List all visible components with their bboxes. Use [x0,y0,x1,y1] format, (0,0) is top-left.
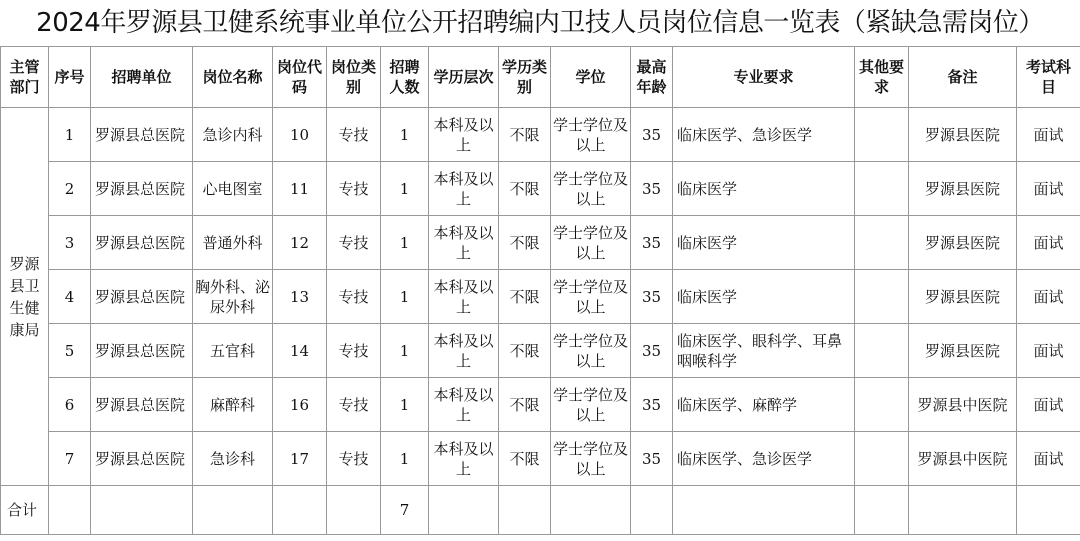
col-header-edu-level: 学历层次 [429,47,499,108]
cell-pos-type: 专技 [327,378,381,432]
cell-exam: 面试 [1017,108,1080,162]
cell-max-age: 35 [631,162,673,216]
col-header-major: 专业要求 [673,47,855,108]
cell-other [855,216,909,270]
total-label: 合计 [1,486,49,535]
cell-pos-name: 五官科 [193,324,273,378]
cell-pos-name: 胸外科、泌尿外科 [193,270,273,324]
cell-pos-type: 专技 [327,216,381,270]
cell-exam: 面试 [1017,270,1080,324]
cell-other [855,324,909,378]
cell-other [855,162,909,216]
cell-edu-level: 本科及以上 [429,432,499,486]
cell-edu-level: 本科及以上 [429,108,499,162]
cell-pos-code: 11 [273,162,327,216]
cell-unit: 罗源县总医院 [91,432,193,486]
cell-pos-name: 普通外科 [193,216,273,270]
cell-pos-code: 10 [273,108,327,162]
cell-major: 临床医学、急诊医学 [673,108,855,162]
cell-max-age: 35 [631,432,673,486]
cell-pos-name: 急诊科 [193,432,273,486]
table-row [1,432,1080,486]
empty-cell [673,486,855,535]
page-title: 2024年罗源县卫健系统事业单位公开招聘编内卫技人员岗位信息一览表（紧缺急需岗位） [36,8,1044,38]
empty-cell [855,486,909,535]
cell-max-age: 35 [631,108,673,162]
empty-cell [551,486,631,535]
total-row [1,486,1080,535]
cell-pos-name: 麻醉科 [193,378,273,432]
empty-cell [91,486,193,535]
cell-edu-type: 不限 [499,270,551,324]
table-row [1,378,1080,432]
table-row [1,324,1080,378]
col-header-pos-code: 岗位代码 [273,47,327,108]
cell-remark: 罗源县医院 [909,270,1017,324]
empty-cell [273,486,327,535]
cell-degree: 学士学位及以上 [551,216,631,270]
cell-count: 1 [381,270,429,324]
cell-degree: 学士学位及以上 [551,378,631,432]
cell-seq: 2 [49,162,91,216]
cell-degree: 学士学位及以上 [551,432,631,486]
cell-edu-level: 本科及以上 [429,270,499,324]
table-row [1,108,1080,162]
col-header-dept: 主管部门 [1,47,49,108]
cell-degree: 学士学位及以上 [551,162,631,216]
cell-other [855,378,909,432]
col-header-pos-type: 岗位类别 [327,47,381,108]
cell-unit: 罗源县总医院 [91,270,193,324]
cell-seq: 1 [49,108,91,162]
cell-count: 1 [381,108,429,162]
cell-seq: 4 [49,270,91,324]
cell-edu-type: 不限 [499,216,551,270]
cell-degree: 学士学位及以上 [551,324,631,378]
col-header-max-age: 最高年龄 [631,47,673,108]
cell-edu-level: 本科及以上 [429,324,499,378]
dept-cell: 罗源县卫生健康局 [1,108,49,486]
col-header-other: 其他要求 [855,47,909,108]
cell-major: 临床医学 [673,216,855,270]
table-row [1,162,1080,216]
empty-cell [1017,486,1080,535]
header-row [1,47,1080,108]
cell-major: 临床医学 [673,270,855,324]
job-table [0,46,1080,535]
cell-pos-name: 心电图室 [193,162,273,216]
col-header-unit: 招聘单位 [91,47,193,108]
cell-pos-name: 急诊内科 [193,108,273,162]
cell-exam: 面试 [1017,432,1080,486]
cell-pos-type: 专技 [327,324,381,378]
cell-remark: 罗源县医院 [909,108,1017,162]
cell-degree: 学士学位及以上 [551,108,631,162]
cell-remark: 罗源县中医院 [909,378,1017,432]
cell-unit: 罗源县总医院 [91,378,193,432]
cell-pos-type: 专技 [327,432,381,486]
total-count: 7 [381,486,429,535]
cell-pos-code: 12 [273,216,327,270]
cell-edu-level: 本科及以上 [429,216,499,270]
cell-major: 临床医学、急诊医学 [673,432,855,486]
cell-pos-type: 专技 [327,270,381,324]
cell-unit: 罗源县总医院 [91,108,193,162]
cell-pos-type: 专技 [327,108,381,162]
table-row [1,270,1080,324]
cell-edu-type: 不限 [499,432,551,486]
cell-pos-code: 17 [273,432,327,486]
cell-max-age: 35 [631,270,673,324]
col-header-count: 招聘人数 [381,47,429,108]
cell-max-age: 35 [631,216,673,270]
cell-degree: 学士学位及以上 [551,270,631,324]
cell-major: 临床医学、麻醉学 [673,378,855,432]
col-header-pos-name: 岗位名称 [193,47,273,108]
cell-max-age: 35 [631,378,673,432]
cell-remark: 罗源县医院 [909,216,1017,270]
cell-count: 1 [381,162,429,216]
cell-edu-type: 不限 [499,162,551,216]
cell-other [855,108,909,162]
col-header-exam: 考试科目 [1017,47,1080,108]
cell-count: 1 [381,216,429,270]
cell-seq: 6 [49,378,91,432]
cell-pos-code: 13 [273,270,327,324]
cell-exam: 面试 [1017,378,1080,432]
empty-cell [631,486,673,535]
cell-pos-code: 14 [273,324,327,378]
cell-edu-level: 本科及以上 [429,162,499,216]
cell-pos-code: 16 [273,378,327,432]
cell-edu-type: 不限 [499,108,551,162]
cell-remark: 罗源县医院 [909,324,1017,378]
cell-edu-type: 不限 [499,378,551,432]
cell-other [855,432,909,486]
cell-other [855,270,909,324]
cell-major: 临床医学 [673,162,855,216]
empty-cell [909,486,1017,535]
cell-unit: 罗源县总医院 [91,216,193,270]
empty-cell [49,486,91,535]
col-header-seq: 序号 [49,47,91,108]
cell-pos-type: 专技 [327,162,381,216]
cell-seq: 7 [49,432,91,486]
empty-cell [429,486,499,535]
cell-seq: 3 [49,216,91,270]
cell-unit: 罗源县总医院 [91,162,193,216]
cell-exam: 面试 [1017,162,1080,216]
empty-cell [193,486,273,535]
cell-remark: 罗源县医院 [909,162,1017,216]
cell-edu-level: 本科及以上 [429,378,499,432]
empty-cell [499,486,551,535]
cell-exam: 面试 [1017,324,1080,378]
empty-cell [327,486,381,535]
cell-major: 临床医学、眼科学、耳鼻咽喉科学 [673,324,855,378]
cell-seq: 5 [49,324,91,378]
cell-max-age: 35 [631,324,673,378]
cell-count: 1 [381,432,429,486]
col-header-remark: 备注 [909,47,1017,108]
col-header-edu-type: 学历类别 [499,47,551,108]
table-row [1,216,1080,270]
cell-exam: 面试 [1017,216,1080,270]
cell-unit: 罗源县总医院 [91,324,193,378]
cell-count: 1 [381,378,429,432]
cell-count: 1 [381,324,429,378]
col-header-degree: 学位 [551,47,631,108]
cell-edu-type: 不限 [499,324,551,378]
cell-remark: 罗源县中医院 [909,432,1017,486]
